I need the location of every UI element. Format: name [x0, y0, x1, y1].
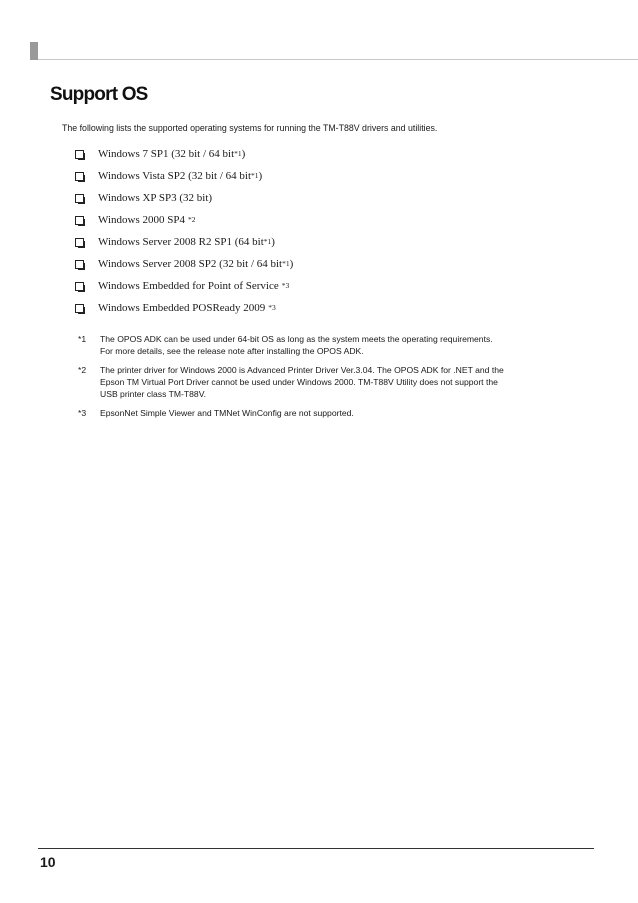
- footnote-text: [100, 333, 578, 357]
- footnote-line: For more details, see the release note after installing the OPOS ADK.: [100, 346, 364, 356]
- os-name: Windows XP SP3 (32 bit): [98, 192, 213, 204]
- footnote: [78, 333, 578, 357]
- list-item: Windows Server 2008 R2 SP1 (64 bit *1 ): [62, 231, 293, 253]
- os-name: Windows Server 2008 SP2 (32 bit / 64 bit: [98, 258, 283, 270]
- header-rule: [38, 59, 638, 60]
- footnote: [78, 407, 578, 419]
- list-item: Windows Vista SP2 (32 bit / 64 bit *1 ): [62, 165, 293, 187]
- checkbox-bullet-icon: [75, 216, 84, 225]
- os-suffix: ): [271, 236, 275, 248]
- footnote-line: The printer driver for Windows 2000 is Advanced Printer Driver Ver.3.04. The OPOS ADK for .NET and the: [100, 365, 504, 375]
- os-suffix: ): [241, 148, 246, 160]
- os-list: [62, 143, 293, 319]
- header-marker: [30, 42, 38, 60]
- footnote-mark: *1: [78, 334, 87, 344]
- checkbox-bullet-icon: [75, 194, 84, 203]
- footnote-line: USB printer class TM-T88V.: [100, 389, 207, 399]
- footnote-line: The OPOS ADK can be used under 64-bit OS as long as the system meets the operating requirements.: [100, 334, 493, 344]
- os-name: Windows Embedded POSReady 2009: [98, 302, 266, 314]
- list-item: Windows Embedded for Point of Service *3: [62, 275, 293, 297]
- footnote-mark: *3: [78, 408, 87, 418]
- os-name: Windows Vista SP2 (32 bit / 64 bit: [98, 170, 252, 182]
- checkbox-bullet-icon: [75, 304, 84, 313]
- checkbox-bullet-icon: [75, 282, 84, 291]
- os-suffix: ): [289, 258, 294, 270]
- os-name: Windows Server 2008 R2 SP1 (64 bit: [98, 236, 264, 248]
- os-name: Windows 2000 SP4: [98, 214, 185, 226]
- page-number: 10: [40, 854, 56, 870]
- footnote-line: EpsonNet Simple Viewer and TMNet WinConfig are not supported.: [100, 408, 354, 418]
- footnotes: [78, 333, 578, 426]
- footnote: [78, 364, 578, 400]
- footnote-line: Epson TM Virtual Port Driver cannot be used under Windows 2000. TM-T88V Utility does not support the: [100, 377, 498, 387]
- list-item: Windows 2000 SP4 *2: [62, 209, 293, 231]
- checkbox-bullet-icon: [75, 150, 84, 159]
- footnote-text: [100, 407, 578, 419]
- os-name: Windows Embedded for Point of Service: [98, 280, 279, 292]
- checkbox-bullet-icon: [75, 238, 84, 247]
- intro-text: The following lists the supported operating systems for running the TM-T88V drivers and utilities.: [62, 123, 438, 133]
- footer-rule: [38, 848, 594, 849]
- list-item: Windows 7 SP1 (32 bit / 64 bit *1 ): [62, 143, 293, 165]
- footnote-text: [100, 364, 578, 400]
- checkbox-bullet-icon: [75, 260, 84, 269]
- list-item: [62, 187, 293, 209]
- os-name: Windows 7 SP1 (32 bit / 64 bit: [98, 148, 235, 160]
- list-item: Windows Embedded POSReady 2009 *3: [62, 297, 293, 319]
- page-title: Support OS: [50, 84, 148, 105]
- footnote-mark: *2: [78, 365, 87, 375]
- checkbox-bullet-icon: [75, 172, 84, 181]
- list-item: Windows Server 2008 SP2 (32 bit / 64 bit *1 ): [62, 253, 293, 275]
- os-suffix: ): [258, 170, 263, 182]
